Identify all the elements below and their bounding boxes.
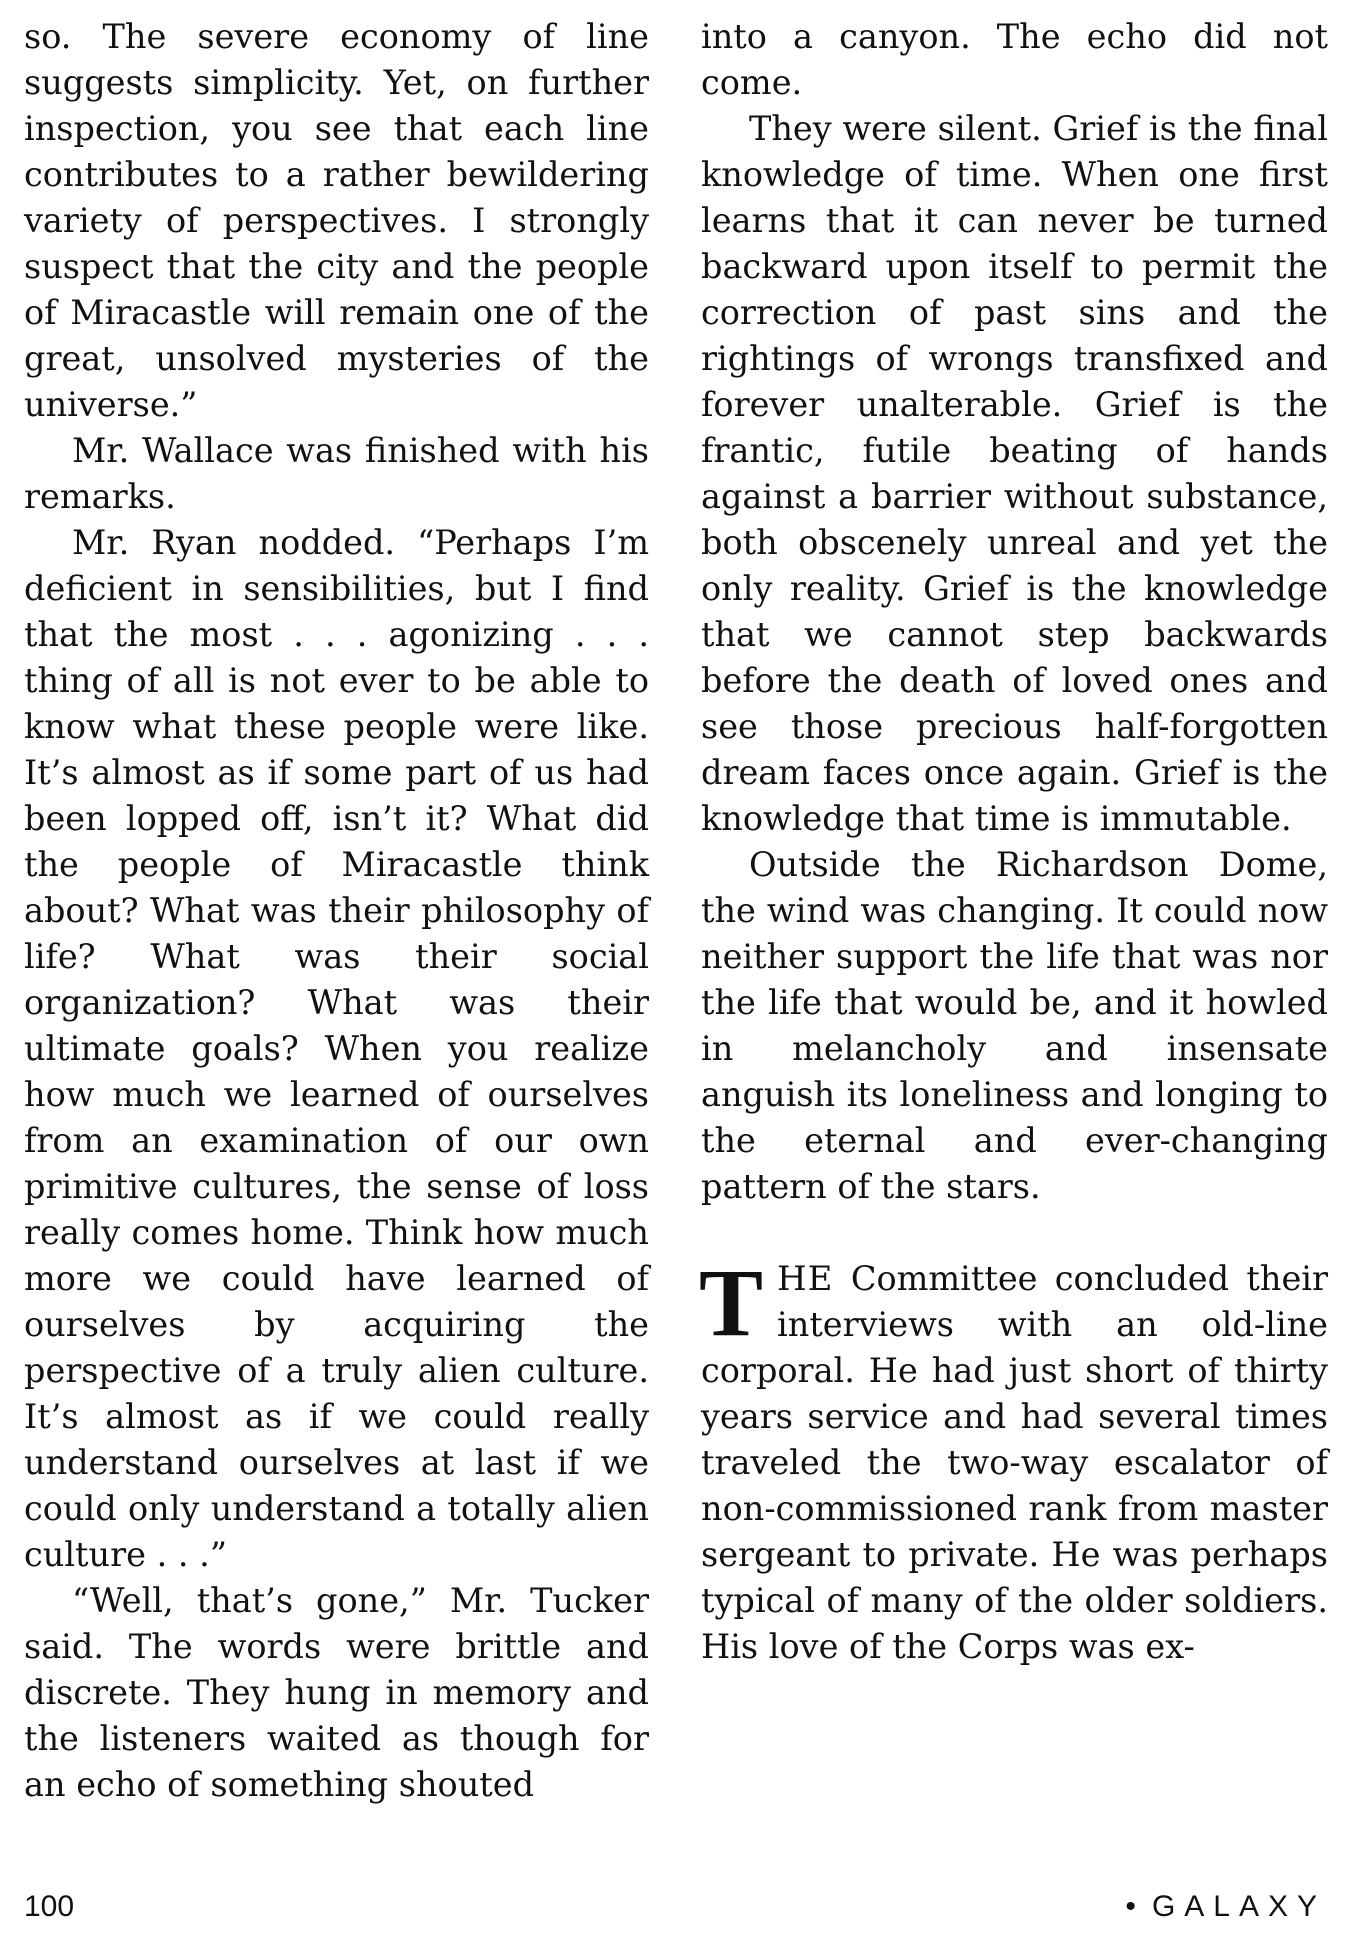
paragraph: “Well, that’s gone,” Mr. Tucker said. The words were brittle and discrete. They hung in memory and the listeners waited as though for an echo of something shouted xyxy=(24,1581,649,1804)
paragraph: They were silent. Grief is the final knowledge of time. When one first learns that it can never be turned backward upon itself to permit the correction of past sins and the rightings of wrongs transfixed and forever unalterable. Grief is the frantic, futile beating of hands against a barrier without substance, both obscenely unreal and yet the only reality. Grief is the knowledge that we cannot step backwards before the death of loved ones and see those precious half-forgotten dream faces once again. Grief is the knowledge that time is immutable. xyxy=(701,109,1328,838)
left-column xyxy=(24,14,649,1808)
paragraph: Outside the Richardson Dome, the wind was changing. It could now neither support the life that was nor the life that would be, and it howled in melancholy and insensate anguish its loneliness and longing to the eternal and ever-changing pattern of the stars. xyxy=(701,845,1328,1206)
section-opening-paragraph xyxy=(699,1249,1328,1670)
small-caps-lead: HE xyxy=(777,1259,834,1299)
paragraph: Mr. Ryan nodded. “Perhaps I’m deficient in sensibilities, but I find that the most . . . agonizing . . . thing of all is not ever to be able to know what these people were like. It’s almost as if some part of us had been lopped off, isn’t it? What did the people of Miracastle think about? What was their philosophy of life? What was their social organization? What was their ultimate goals? When you realize how much we learned of ourselves from an examination of our own primitive cultures, the sense of loss really comes home. Think how much more we could have learned of ourselves by acquiring the perspective of a truly alien culture. It’s almost as if we could really understand ourselves at last if we could only understand a totally alien culture . . .” xyxy=(24,523,649,1574)
drop-cap: T xyxy=(699,1249,764,1356)
page-number: 100 xyxy=(24,1890,75,1923)
section-break xyxy=(701,1210,1328,1256)
magazine-title: GALAXY xyxy=(1151,1890,1326,1923)
running-footer xyxy=(1125,1890,1326,1924)
section-text: Committee concluded their interviews with an old-line corporal. He had just short of thirty years service and had several times traveled the two-way escalator of non-commissioned rank from master sergeant to private. He was perhaps typical of many of the older soldiers. His love of the Corps was ex- xyxy=(701,1259,1328,1666)
paragraph: Mr. Wallace was finished with his remarks. xyxy=(24,431,649,516)
paragraph: so. The severe economy of line suggests simplicity. Yet, on further inspection, you see that each line contributes to a rather bewildering variety of perspectives. I strongly suspect that the city and the people of Miracastle will remain one of the great, unsolved mysteries of the universe.” xyxy=(24,17,649,424)
bullet-icon: • xyxy=(1125,1890,1136,1923)
right-column xyxy=(701,14,1328,1670)
paragraph: into a canyon. The echo did not come. xyxy=(701,17,1328,102)
